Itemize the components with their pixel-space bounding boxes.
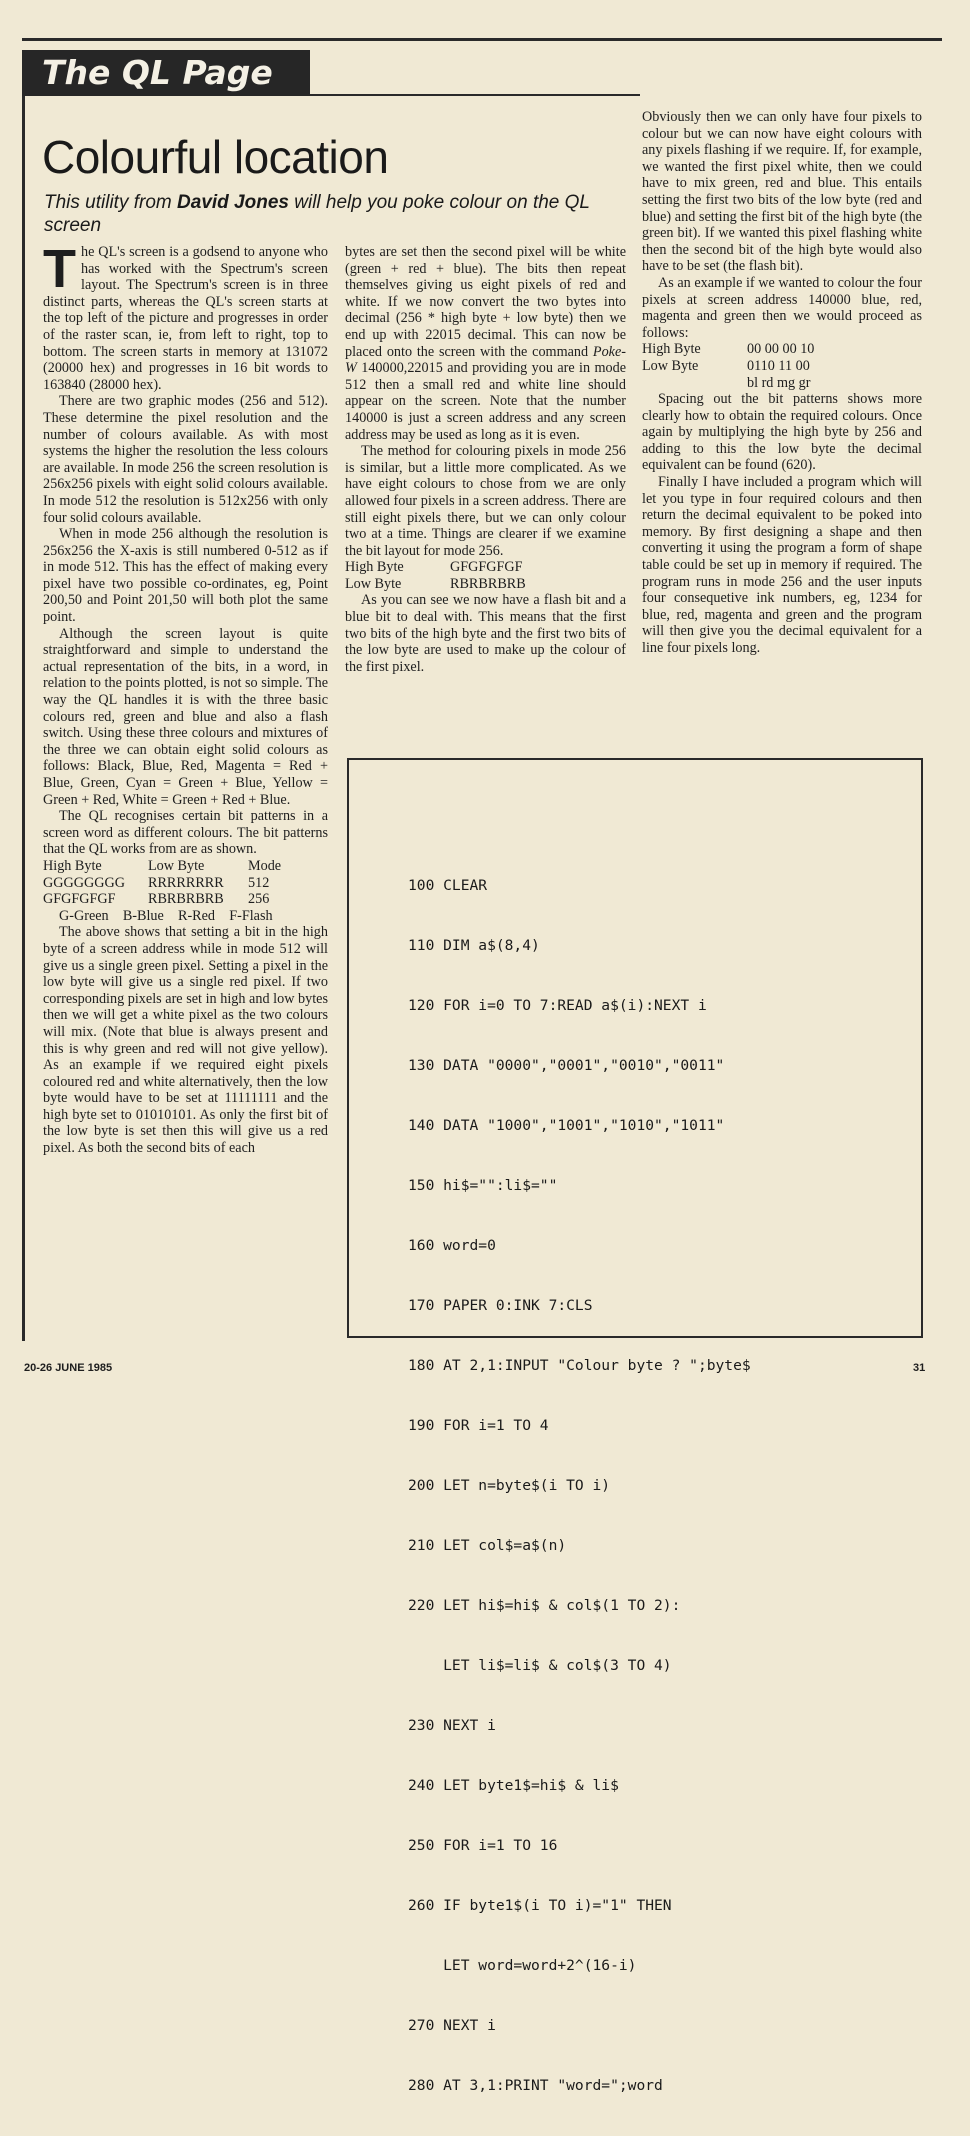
- body-column-1: [43, 239, 328, 1157]
- code-line: 160 word=0: [408, 1237, 496, 1254]
- program-listing-box: [347, 758, 923, 2094]
- table-cell-empty: [642, 375, 747, 392]
- paragraph: As you can see we now have a flash bit and a blue bit to deal with. This means that the first two bits of the high byte and the first two bits of the low byte are used to make up the colour of the first pixel.: [345, 592, 626, 675]
- code-line: LET word=word+2^(16-i): [408, 1957, 637, 1974]
- table-cell: 00 00 00 10: [747, 341, 815, 358]
- body-column-2: [345, 244, 626, 675]
- drop-cap: T: [43, 239, 76, 299]
- table-cell: GGGGGGGG: [43, 874, 125, 891]
- code-line: 270 NEXT i: [408, 2017, 496, 2034]
- code-line: 140 DATA "1000","1001","1010","1011": [408, 1117, 725, 1134]
- article-title: Colourful location: [42, 131, 389, 183]
- table-cell: Mode: [248, 857, 282, 874]
- table-cell: 0110 11 00: [747, 357, 810, 374]
- paragraph: Finally I have included a program which will let you type in four required colours and then return the decimal equivalent to be poked into memory. By first designing a shape and then converting it using the program a form of shape table could be set up in memory if required. The program runs in mode 256 and the user inputs four consequetive ink numbers, eg, 1234 for blue, red, magenta and green and the program will then give you the decimal equivalent for a line four pixels long.: [642, 474, 922, 656]
- code-line: 190 FOR i=1 TO 4: [408, 1417, 549, 1434]
- table-cell: RRRRRRRR: [148, 874, 224, 891]
- bit-legend: G-Green B-Blue R-Red F-Flash: [59, 907, 273, 924]
- table-cell: GFGFGFGF: [43, 891, 116, 908]
- table-cell: 256: [248, 891, 270, 908]
- bit-example-row: [642, 375, 922, 392]
- command-name: Poke-W: [345, 343, 626, 377]
- paragraph: The method for colouring pixels in mode 256 is similar, but a little more complicated. As we have eight colours to chose from we are only allowed four pixels in a screen address. There are still eight pixels there, but we can only colour two at a time. Things are clearer if we examine the bit layout for mode 256.: [345, 443, 626, 559]
- code-line: 280 AT 3,1:PRINT "word=";word: [408, 2077, 663, 2094]
- table-cell: Low Byte: [642, 357, 699, 374]
- paragraph: The QL recognises certain bit patterns in a screen word as different colours. The bit patterns that the QL works from are as shown.: [43, 808, 328, 858]
- code-line: 210 LET col$=a$(n): [408, 1537, 567, 1554]
- code-line: 120 FOR i=0 TO 7:READ a$(i):NEXT i: [408, 997, 707, 1014]
- standfirst-text-end: will help you poke colour on the QL screen: [44, 192, 590, 236]
- table-cell: bl rd mg gr: [747, 374, 811, 391]
- bit-example-row: [642, 358, 922, 375]
- code-line: 240 LET byte1$=hi$ & li$: [408, 1777, 619, 1794]
- paragraph: As an example if we wanted to colour the four pixels at screen address 140000 blue, red, magenta and green then we would proceed as follows:: [642, 274, 922, 341]
- paragraph-text-end: 140000,22015 and providing you are in mode 512 then a small red and white line should appear on the screen. Note that the number 140000 is just a screen address and any screen address may be used as long as it is even.: [345, 360, 626, 443]
- body-column-3: [642, 109, 922, 657]
- code-line: 250 FOR i=1 TO 16: [408, 1837, 558, 1854]
- paragraph: Although the screen layout is quite straightforward and simple to understand the actual representation of the bits, in a word, in relation to the points plotted, is not so simple. The way the QL handles it is with the three basic colours red, green and blue and also a flash switch. Using these three colours and mixtures of the three we can obtain eight solid colours as follows: Black, Blue, Red, Magenta = Red + Blue, Green, Cyan = Green + Blue, Yellow = Green + Red, White = Green + Red + Blue.: [43, 625, 328, 808]
- code-line: 260 IF byte1$(i TO i)="1" THEN: [408, 1897, 672, 1914]
- program-listing: [408, 836, 751, 2136]
- paragraph: There are two graphic modes (256 and 512). These determine the pixel resolution and the number of colours available. As with most systems the higher the resolution the less colours are available. In mode 256 the screen resolution is 256x256 pixels with eight solid colours available. In mode 512 the resolution is 512x256 with only four solid colours available.: [43, 393, 328, 526]
- table-cell: RBRBRBRB: [148, 891, 224, 908]
- code-line: 220 LET hi$=hi$ & col$(1 TO 2):: [408, 1597, 681, 1614]
- table-cell: High Byte: [43, 857, 102, 874]
- table-cell: GFGFGFGF: [450, 559, 523, 576]
- paragraph: When in mode 256 although the resolution is 256x256 the X-axis is still numbered 0-512 as if in mode 512. This has the effect of making every pixel have two possible co-ordinates, eg, Point 200,50 and Point 201,50 will both plot the same point.: [43, 526, 328, 626]
- paragraph: Obviously then we can only have four pixels to colour but we can now have eight colours with any pixels flashing if we require. If, for example, we wanted the first pixel white, then we could have to mix green, red and blue. This entails setting the first two bits of the low byte (red and blue) and setting the first bit of the high byte (the green bit). If we wanted this pixel flashing white then the second bit of the high byte would also have to be set (the flash bit).: [642, 109, 922, 275]
- left-column-rule: [22, 96, 25, 1341]
- code-line: 200 LET n=byte$(i TO i): [408, 1477, 611, 1494]
- paragraph-text: he QL's screen is a godsend to anyone who has worked with the Spectrum's screen layout. The Spectrum's screen is in three distinct parts, whereas the QL's screen starts at the top left of the picture and progresses in order of the raster scan, ie, from left to right, top to bottom. The screen starts in memory at 131072 (20000 hex) and progresses in 16 bit words to 163840 (28000 hex).: [43, 244, 328, 393]
- table-cell: 512: [248, 874, 270, 891]
- author-name: David Jones: [177, 192, 289, 213]
- top-rule: [22, 38, 942, 41]
- standfirst: [44, 191, 604, 237]
- bit-table-row: [43, 891, 328, 908]
- table-cell: High Byte: [345, 559, 404, 576]
- page-number: 31: [913, 1362, 926, 1374]
- section-banner: The QL Page: [22, 50, 310, 96]
- bit-table-row: [43, 875, 328, 892]
- standfirst-text: This utility from: [44, 192, 178, 213]
- table-cell: RBRBRBRB: [450, 575, 526, 592]
- code-line: 170 PAPER 0:INK 7:CLS: [408, 1297, 593, 1314]
- code-line: LET li$=li$ & col$(3 TO 4): [408, 1657, 672, 1674]
- bit-example-row: [642, 341, 922, 358]
- paragraph: Spacing out the bit patterns shows more clearly how to obtain the required colours. Once again by multiplying the high byte by 256 and adding to this the low byte the decimal equivalent can be found (620).: [642, 391, 922, 474]
- issue-date: 20-26 JUNE 1985: [24, 1362, 113, 1374]
- code-line: 110 DIM a$(8,4): [408, 937, 540, 954]
- code-line: 100 CLEAR: [408, 877, 488, 894]
- paragraph: [43, 239, 328, 393]
- code-line: 180 AT 2,1:INPUT "Colour byte ? ";byte$: [408, 1357, 751, 1374]
- bit-table-header: [43, 858, 328, 875]
- bit-layout-row: [345, 576, 626, 593]
- code-line: 230 NEXT i: [408, 1717, 496, 1734]
- banner-rule: [310, 94, 640, 96]
- bit-layout-row: [345, 559, 626, 576]
- code-line: 130 DATA "0000","0001","0010","0011": [408, 1057, 725, 1074]
- table-cell: Low Byte: [148, 857, 205, 874]
- paragraph: [345, 244, 626, 443]
- paragraph-text: bytes are set then the second pixel will be white (green + red + blue). The bits then repeat themselves giving us eight pixels of red and white. If we now convert the two bytes into decimal (256 * high byte + low byte) then we end up with 22015 decimal. This can now be placed onto the screen with the command: [345, 244, 626, 360]
- table-cell: Low Byte: [345, 575, 402, 592]
- code-line: 150 hi$="":li$="": [408, 1177, 558, 1194]
- paragraph: The above shows that setting a bit in the high byte of a screen address while in mode 512 will give us a single green pixel. Setting a pixel in the low byte will give us a single red pixel. If two corresponding pixels are set in high and low bytes then we will get a white pixel as the two colours will mix. (Note that blue is always present and this is why green and red will not give yellow). As an example if we required eight pixels coloured red and white alternatively, then the low byte would have to be set at 11111111 and the high byte set to 01010101. As only the first bit of the low byte is set then this will give us a red pixel. As both the second bits of each: [43, 924, 328, 1157]
- table-cell: High Byte: [642, 341, 701, 358]
